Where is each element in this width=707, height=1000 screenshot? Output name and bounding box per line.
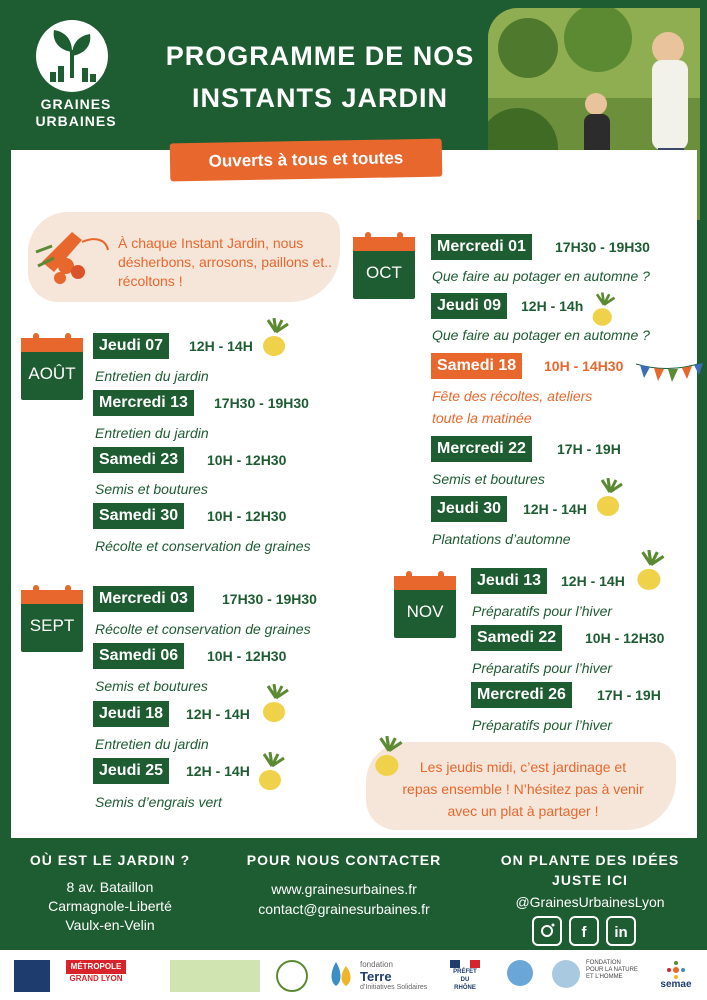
title-line-2: INSTANTS JARDIN	[191, 83, 448, 113]
event-day: Jeudi 07	[93, 333, 169, 359]
event-hours: 12H - 14H	[523, 501, 587, 517]
onion-icon	[634, 550, 668, 592]
event-desc: Plantations d’automne	[432, 531, 571, 547]
event-day: Jeudi 09	[431, 293, 507, 319]
event-hours: 10H - 12H30	[207, 508, 287, 524]
onion-icon	[594, 478, 626, 518]
event-day: Mercredi 03	[93, 586, 194, 612]
note-line: avec un plat à partager !	[447, 803, 599, 819]
calendar-oct	[353, 237, 415, 299]
intro-text: À chaque Instant Jardin, nous désherbons, arrosons, paillons et.. récoltons !	[118, 235, 333, 289]
event-hours: 12H - 14H	[189, 338, 253, 354]
onion-icon	[260, 684, 292, 724]
event-desc: Que faire au potager en automne ?	[432, 268, 650, 284]
metropole-lyon-logo: MÉTROPOLE GRAND LYON	[66, 960, 126, 992]
bunting-flags-icon	[636, 360, 704, 386]
semae-logo: semae	[654, 960, 698, 992]
partners-bar	[0, 950, 707, 1000]
event-hours: 10H - 12H30	[585, 630, 665, 646]
social-title-line: JUSTE ICI	[552, 872, 628, 888]
event-desc: Semis et boutures	[95, 481, 208, 497]
event-desc: Fête des récoltes, ateliers	[432, 388, 593, 404]
website-link[interactable]: www.grainesurbaines.fr	[271, 881, 417, 897]
linkedin-icon[interactable]: in	[606, 916, 636, 946]
event-desc: Entretien du jardin	[95, 425, 209, 441]
address-line: Vaulx-en-Velin	[65, 917, 155, 933]
social-handle: @GrainesUrbainesLyon	[515, 894, 665, 910]
event-desc: Semis et boutures	[95, 678, 208, 694]
event-desc: Entretien du jardin	[95, 736, 209, 752]
harvest-hand-icon	[32, 222, 112, 292]
event-desc: Préparatifs pour l’hiver	[472, 603, 613, 619]
sun-icon	[666, 960, 686, 980]
event-hours: 12H - 14H	[186, 763, 250, 779]
event-day: Mercredi 01	[431, 234, 532, 260]
onion-icon	[590, 292, 618, 328]
seedling-icon	[36, 20, 108, 92]
note-line: repas ensemble ! N’hésitez pas à venir	[402, 781, 644, 797]
france-relance-logo	[276, 960, 308, 992]
onion-icon	[260, 318, 292, 358]
event-day: Samedi 30	[93, 503, 184, 529]
event-hours: 10H - 12H30	[207, 452, 287, 468]
month-label: NOV	[406, 602, 444, 621]
event-day: Jeudi 13	[471, 568, 547, 594]
event-hours: 10H - 14H30	[544, 358, 624, 374]
event-hours: 12H - 14H	[186, 706, 250, 722]
email-link[interactable]: contact@grainesurbaines.fr	[258, 901, 430, 917]
social-title-line: ON PLANTE DES IDÉES	[500, 852, 680, 868]
event-day: Mercredi 26	[471, 682, 572, 708]
event-hours: 17H - 19H	[557, 441, 621, 457]
event-hours: 17H30 - 19H30	[214, 395, 309, 411]
event-hours: 12H - 14H	[561, 573, 625, 589]
social-title	[480, 850, 700, 890]
calendar-aout	[21, 338, 83, 400]
event-day: Mercredi 22	[431, 436, 532, 462]
where-title: OÙ EST LE JARDIN ?	[29, 852, 191, 868]
calendar-sept	[21, 590, 83, 652]
event-desc: Entretien du jardin	[95, 368, 209, 384]
event-day: Jeudi 25	[93, 758, 169, 784]
terre-initiatives-logo: fondation Terre d’Initiatives Solidaires	[326, 960, 436, 992]
event-hours: 17H30 - 19H30	[222, 591, 317, 607]
event-hours: 17H30 - 19H30	[555, 239, 650, 255]
event-hours: 17H - 19H	[597, 687, 661, 703]
drop-icon	[326, 960, 356, 990]
note-line: Les jeudis midi, c’est jardinage et	[419, 759, 627, 775]
event-desc: Semis d’engrais vert	[95, 794, 222, 810]
event-desc: Préparatifs pour l’hiver	[472, 660, 613, 676]
event-hours: 12H - 14h	[521, 298, 584, 314]
event-day: Jeudi 18	[93, 701, 169, 727]
quartier-logo	[170, 960, 260, 992]
graines-urbaines-logo	[30, 18, 122, 136]
prefet-rhone-logo: PRÉFET DU RHÔNE	[450, 960, 480, 992]
event-day: Samedi 06	[93, 643, 184, 669]
address	[10, 878, 210, 935]
event-desc: Préparatifs pour l’hiver	[472, 717, 613, 733]
fondation-nature-logo: FONDATION POUR LA NATURE ET L’HOMME	[586, 960, 638, 980]
event-day: Mercredi 13	[93, 390, 194, 416]
month-label: SEPT	[29, 616, 75, 635]
fondation-nature-globe-logo	[552, 960, 582, 992]
event-desc: Récolte et conservation de graines	[95, 621, 311, 637]
note-text	[376, 756, 670, 822]
event-day: Samedi 23	[93, 447, 184, 473]
onion-icon	[256, 752, 288, 792]
logo-badge	[36, 20, 108, 92]
event-hours: 10H - 12H30	[207, 648, 287, 664]
facebook-icon[interactable]: f	[569, 916, 599, 946]
instagram-icon[interactable]	[532, 916, 562, 946]
event-desc: Semis et boutures	[432, 471, 545, 487]
event-desc: Récolte et conservation de graines	[95, 538, 311, 554]
logo-word-1: GRAINES	[40, 96, 112, 112]
address-line: Carmagnole-Liberté	[48, 898, 172, 914]
page-title	[130, 35, 510, 119]
vaulx-en-velin-logo	[14, 960, 50, 992]
address-line: 8 av. Bataillon	[66, 879, 154, 895]
event-desc: toute la matinée	[432, 410, 532, 426]
title-line-1: PROGRAMME DE NOS	[165, 41, 475, 71]
month-label: AOÛT	[28, 364, 76, 383]
month-label: OCT	[366, 263, 402, 282]
event-day: Jeudi 30	[431, 496, 507, 522]
logo-text	[30, 96, 122, 130]
fondation-logo	[500, 960, 540, 992]
event-desc: Que faire au potager en automne ?	[432, 327, 650, 343]
event-day-highlight: Samedi 18	[431, 353, 522, 379]
open-to-all-ribbon: Ouverts à tous et toutes	[170, 139, 443, 182]
event-day: Samedi 22	[471, 625, 562, 651]
contact-title: POUR NOUS CONTACTER	[246, 852, 442, 868]
logo-word-2: URBAINES	[35, 113, 117, 129]
calendar-nov	[394, 576, 456, 638]
